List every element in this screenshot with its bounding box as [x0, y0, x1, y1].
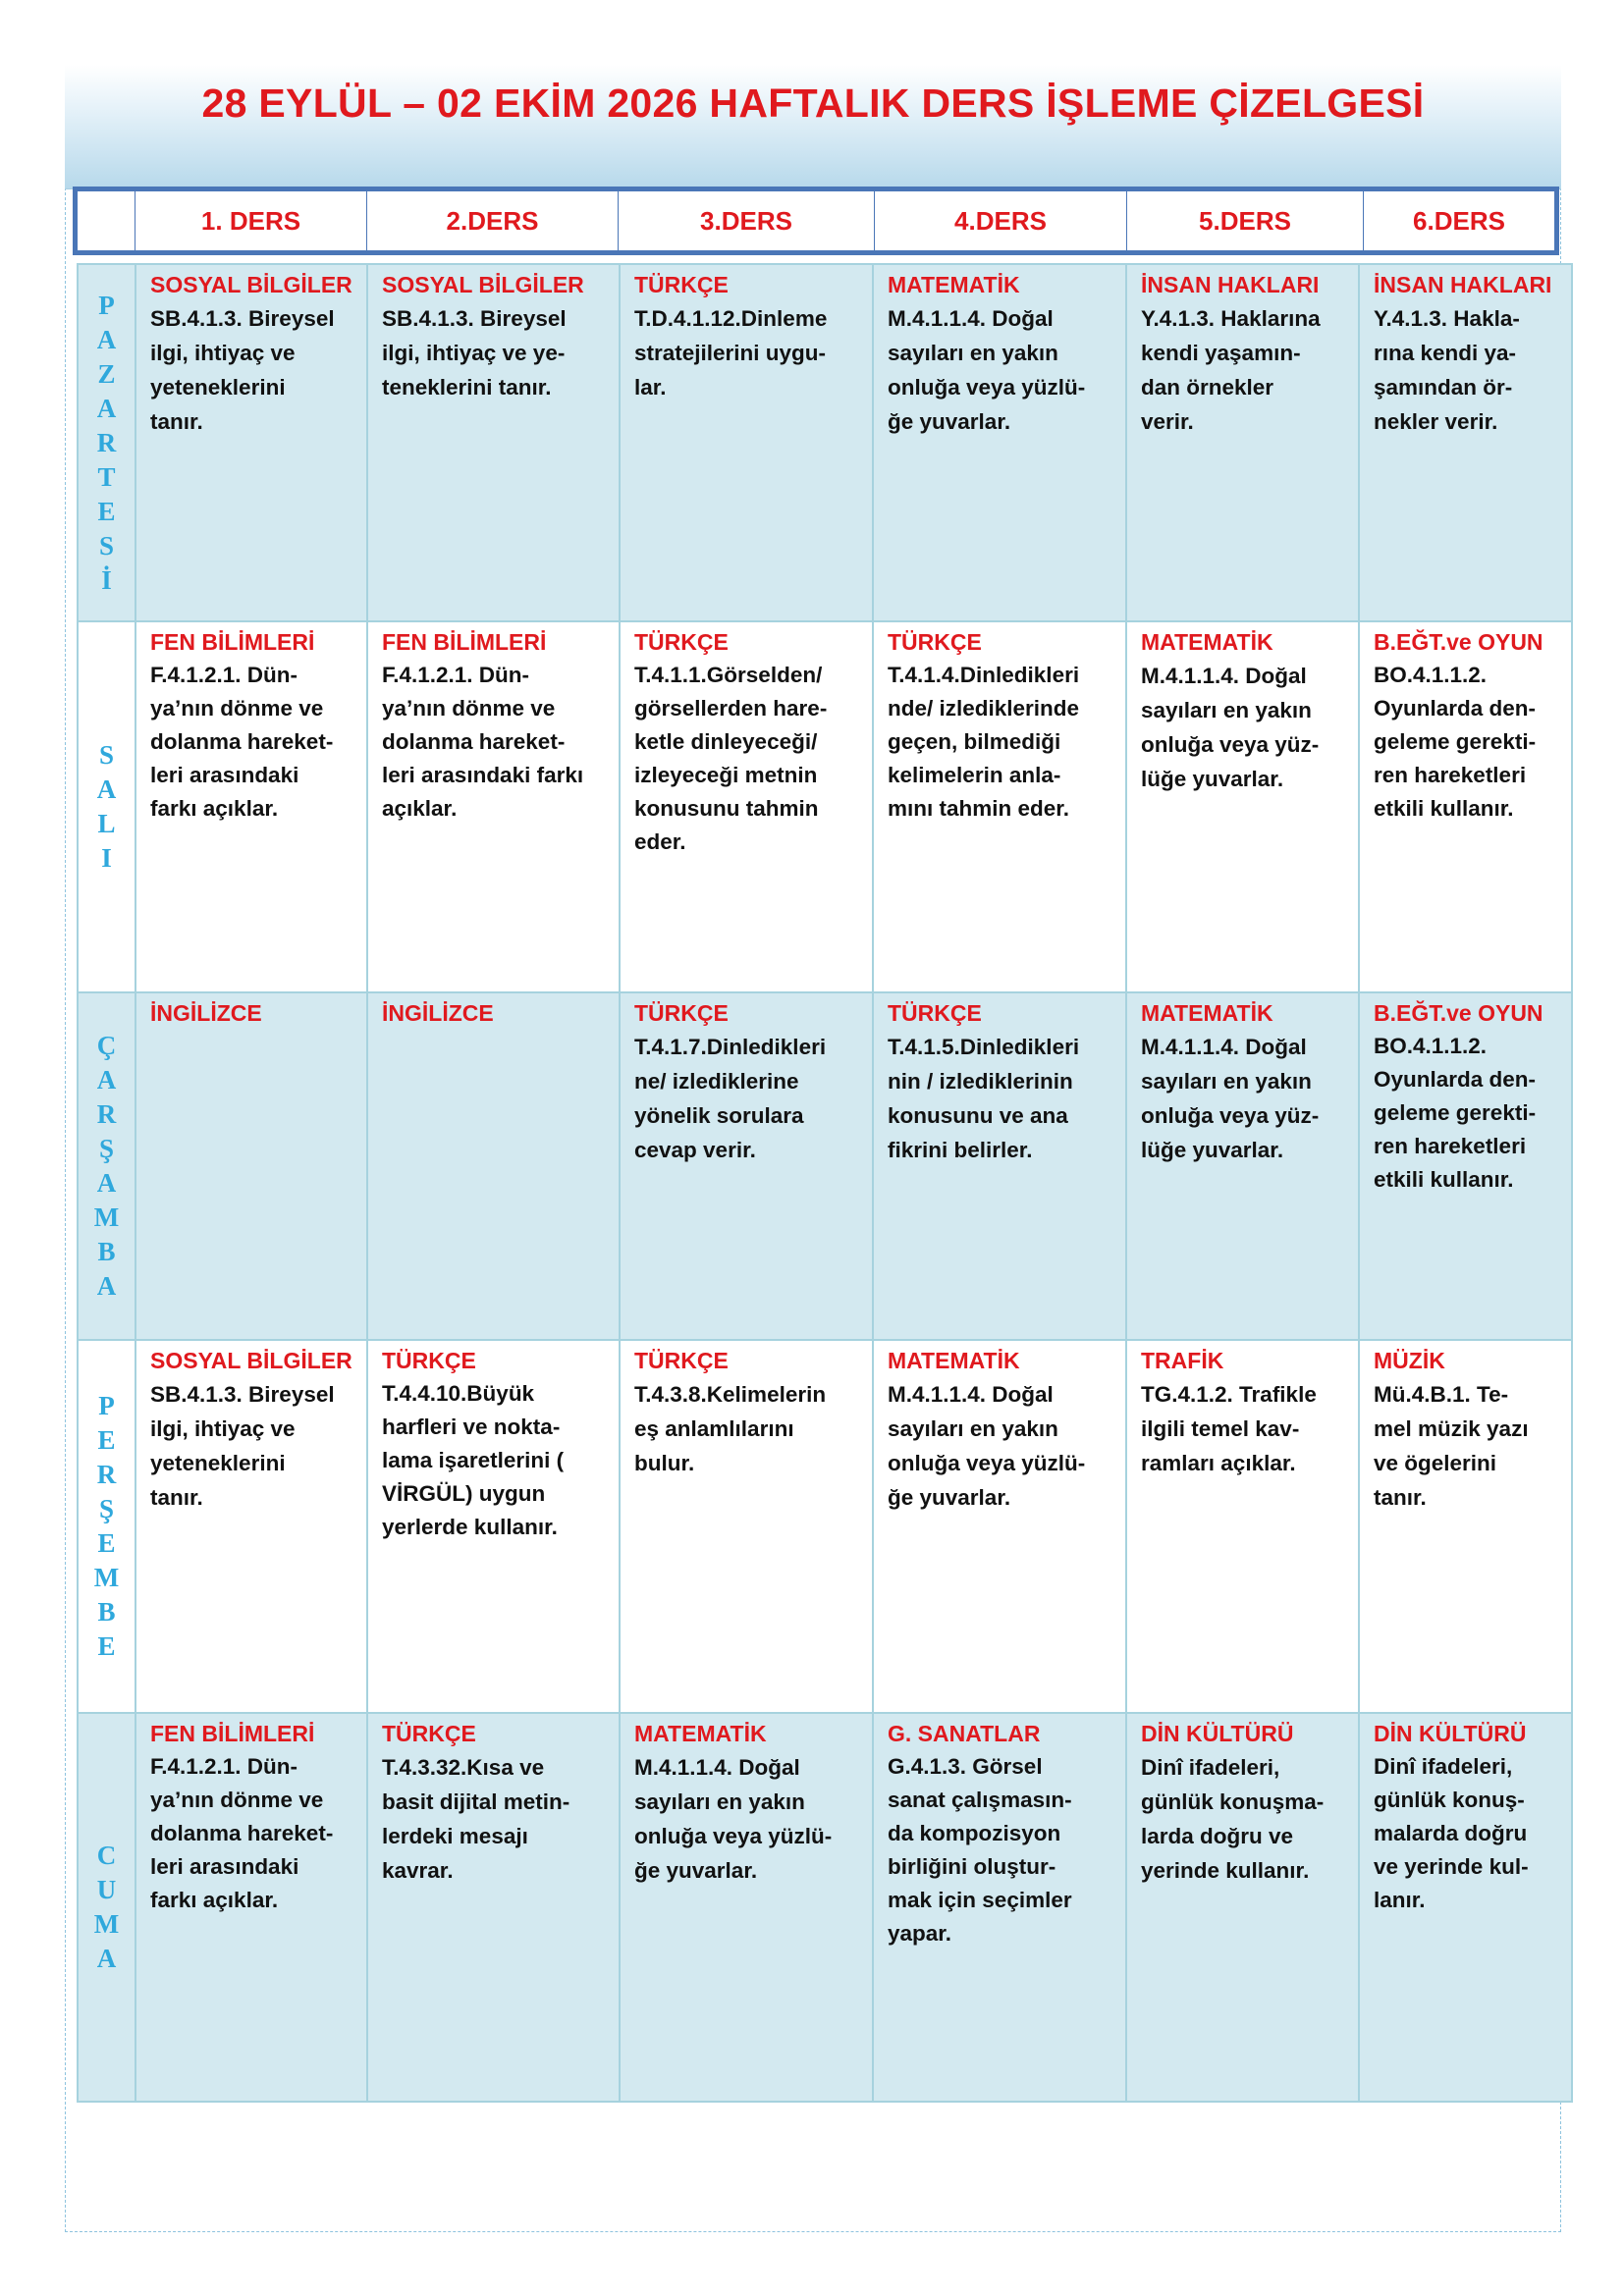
lesson-outcome-line: açıklar. — [382, 796, 458, 821]
lesson-cell — [367, 264, 620, 621]
day-letter: R — [96, 1460, 117, 1489]
lesson-outcome-line: onluğa veya yüz- — [1141, 1103, 1320, 1128]
header-lesson-4: 4.DERS — [874, 191, 1126, 250]
header-lesson-1: 1. DERS — [135, 191, 366, 250]
lesson-subject: İNSAN HAKLARI — [1374, 272, 1552, 297]
lesson-outcome-line: TG.4.1.2. Trafikle — [1141, 1382, 1317, 1407]
lesson-outcome-line: ğe yuvarlar. — [634, 1858, 758, 1883]
lesson-subject: FEN BİLİMLERİ — [382, 629, 547, 655]
lesson-outcome-line: dolanma hareket- — [382, 729, 566, 754]
lesson-outcome-line: ne/ izlediklerine — [634, 1069, 799, 1094]
lesson-cell — [135, 621, 367, 992]
lesson-outcome-line: lanır. — [1374, 1888, 1426, 1912]
lesson-outcome-line: eder. — [634, 829, 686, 854]
table-row — [78, 264, 1572, 621]
day-letters — [79, 1839, 135, 1976]
day-letters — [79, 289, 135, 598]
lesson-outcome-line: M.4.1.1.4. Doğal — [888, 306, 1054, 331]
schedule-table — [77, 263, 1573, 2103]
lesson-outcome-line: sayıları en yakın — [888, 1416, 1058, 1441]
lesson-outcome-line: Mü.4.B.1. Te- — [1374, 1382, 1509, 1407]
lesson-outcome-line: kendi yaşamın- — [1141, 341, 1301, 365]
day-letter: P — [98, 1391, 115, 1420]
lesson-cell — [1126, 1713, 1359, 2102]
lesson-cell — [620, 1713, 873, 2102]
day-letter: I — [101, 843, 112, 873]
day-letter: E — [97, 496, 116, 526]
day-letter: İ — [101, 564, 112, 595]
lesson-outcome-line: da kompozisyon — [888, 1821, 1061, 1845]
lesson-outcome-line: tanır. — [150, 409, 203, 434]
lesson-outcome-line: leri arasındaki — [150, 1854, 299, 1879]
day-letter: U — [96, 1875, 117, 1904]
lesson-outcome-line: T.4.1.1.Görselden/ — [634, 663, 823, 687]
lesson-outcome-line: lüğe yuvarlar. — [1141, 767, 1284, 791]
header-lesson-2: 2.DERS — [366, 191, 618, 250]
lesson-outcome-line: onluğa veya yüz- — [1141, 732, 1320, 757]
lesson-cell — [367, 992, 620, 1340]
lesson-subject: SOSYAL BİLGİLER — [150, 1348, 352, 1373]
page-title: 28 EYLÜL – 02 EKİM 2026 HAFTALIK DERS İŞLEME ÇİZELGESİ — [201, 80, 1425, 126]
lesson-outcome-line: rına kendi ya- — [1374, 341, 1517, 365]
lesson-outcome-line: lerdeki mesajı — [382, 1824, 528, 1848]
lesson-outcome-line: konusunu ve ana — [888, 1103, 1068, 1128]
lesson-outcome-line: farkı açıklar. — [150, 796, 279, 821]
lesson-subject: İNSAN HAKLARI — [1141, 272, 1320, 297]
table-row — [78, 1340, 1572, 1713]
lesson-cell — [367, 621, 620, 992]
lesson-outcome-line: günlük konuşma- — [1141, 1789, 1325, 1814]
lesson-subject: B.EĞT.ve OYUN — [1374, 629, 1543, 655]
lesson-outcome-line: konusunu tahmin — [634, 796, 819, 821]
day-label — [78, 621, 135, 992]
lesson-outcome-line: ya’nın dönme ve — [150, 1788, 324, 1812]
lesson-outcome-line: nin / izlediklerinin — [888, 1069, 1073, 1094]
day-letters — [79, 1389, 135, 1664]
lesson-outcome-line: ramları açıklar. — [1141, 1451, 1296, 1475]
day-letter: A — [96, 774, 117, 804]
lesson-outcome-line: ilgi, ihtiyaç ve — [150, 1416, 296, 1441]
lesson-outcome-line: şamından ör- — [1374, 375, 1513, 400]
lesson-subject: TÜRKÇE — [634, 1348, 729, 1373]
lesson-outcome-line: fikrini belirler. — [888, 1138, 1033, 1162]
lesson-outcome-line: verir. — [1141, 409, 1194, 434]
lesson-cell — [620, 264, 873, 621]
lesson-outcome-line: leri arasındaki — [150, 763, 299, 787]
lesson-outcome-line: T.4.1.4.Dinledikleri — [888, 663, 1080, 687]
lesson-outcome-line: etkili kullanır. — [1374, 796, 1514, 821]
lesson-outcome-line: yeteneklerini — [150, 375, 286, 400]
lesson-outcome-line: kelimelerin anla- — [888, 763, 1061, 787]
lesson-subject: MATEMATİK — [888, 272, 1020, 297]
lesson-outcome-line: harfleri ve nokta- — [382, 1415, 561, 1439]
lesson-outcome-line: eş anlamlılarını — [634, 1416, 794, 1441]
lesson-outcome-line: ğe yuvarlar. — [888, 409, 1011, 434]
lesson-subject: B.EĞT.ve OYUN — [1374, 1000, 1543, 1026]
day-letter: T — [97, 461, 116, 492]
day-letter: S — [98, 530, 115, 561]
day-letters — [79, 1029, 135, 1304]
lesson-outcome-line: yeteneklerini — [150, 1451, 286, 1475]
table-row — [78, 621, 1572, 992]
lesson-outcome-line: izleyeceği metnin — [634, 763, 818, 787]
lesson-outcome-line: malarda doğru — [1374, 1821, 1528, 1845]
lesson-cell — [873, 264, 1126, 621]
lesson-cell — [873, 992, 1126, 1340]
day-label — [78, 264, 135, 621]
day-letter: R — [96, 427, 117, 457]
lesson-outcome-line: Oyunlarda den- — [1374, 696, 1537, 721]
lesson-outcome-line: birliğini oluştur- — [888, 1854, 1056, 1879]
day-letter: P — [98, 290, 115, 320]
lesson-outcome-line: dolanma hareket- — [150, 1821, 334, 1845]
lesson-outcome-line: tanır. — [1374, 1485, 1427, 1510]
lesson-outcome-line: T.4.3.32.Kısa ve — [382, 1755, 545, 1780]
lesson-outcome-line: lama işaretlerini ( — [382, 1448, 565, 1472]
day-letter: A — [96, 393, 117, 423]
lesson-cell — [1126, 621, 1359, 992]
lesson-outcome-line: dolanma hareket- — [150, 729, 334, 754]
lesson-outcome-line: lar. — [634, 375, 667, 400]
lesson-cell — [1126, 264, 1359, 621]
lesson-outcome-line: SB.4.1.3. Bireysel — [150, 1382, 335, 1407]
lesson-subject: DİN KÜLTÜRÜ — [1141, 1721, 1294, 1746]
lesson-outcome-line: sayıları en yakın — [1141, 1069, 1312, 1094]
lesson-cell — [135, 264, 367, 621]
lesson-subject: SOSYAL BİLGİLER — [150, 272, 352, 297]
lesson-cell — [1359, 992, 1572, 1340]
lesson-outcome-line: T.4.4.10.Büyük — [382, 1381, 535, 1406]
lesson-outcome-line: ya’nın dönme ve — [382, 696, 556, 721]
lesson-outcome-line: onluğa veya yüzlü- — [888, 375, 1086, 400]
day-label — [78, 992, 135, 1340]
lesson-outcome-line: bulur. — [634, 1451, 695, 1475]
lesson-outcome-line: onluğa veya yüzlü- — [888, 1451, 1086, 1475]
day-letters — [79, 738, 135, 876]
lesson-outcome-line: T.D.4.1.12.Dinleme — [634, 306, 828, 331]
lesson-outcome-line: mel müzik yazı — [1374, 1416, 1529, 1441]
lesson-outcome-line: Dinî ifadeleri, — [1141, 1755, 1280, 1780]
lesson-outcome-line: görsellerden hare- — [634, 696, 828, 721]
lesson-outcome-line: mını tahmin eder. — [888, 796, 1070, 821]
lesson-subject: MATEMATİK — [1141, 1000, 1273, 1026]
lesson-subject: TÜRKÇE — [382, 1348, 476, 1373]
day-letter: B — [97, 1597, 116, 1627]
lesson-outcome-line: ren hareketleri — [1374, 1134, 1527, 1158]
day-letter: M — [93, 1202, 120, 1232]
header-corner — [78, 191, 135, 250]
lesson-outcome-line: larda doğru ve — [1141, 1824, 1294, 1848]
table-row — [78, 1713, 1572, 2102]
lesson-outcome-line: lüğe yuvarlar. — [1141, 1138, 1284, 1162]
lesson-subject: DİN KÜLTÜRÜ — [1374, 1721, 1527, 1746]
lesson-outcome-line: yapar. — [888, 1921, 952, 1946]
lesson-outcome-line: M.4.1.1.4. Doğal — [888, 1382, 1054, 1407]
lesson-outcome-line: BO.4.1.1.2. — [1374, 663, 1488, 687]
day-letter: Ş — [98, 1134, 115, 1163]
lesson-outcome-line: ve ögelerini — [1374, 1451, 1497, 1475]
lesson-cell — [135, 992, 367, 1340]
lesson-outcome-line: SB.4.1.3. Bireysel — [150, 306, 335, 331]
lesson-outcome-line: sayıları en yakın — [888, 341, 1058, 365]
lesson-subject: MATEMATİK — [888, 1348, 1020, 1373]
lesson-outcome-line: M.4.1.1.4. Doğal — [634, 1755, 800, 1780]
day-letter: A — [96, 1168, 117, 1198]
header-lesson-3: 3.DERS — [618, 191, 874, 250]
lesson-outcome-line: günlük konuş- — [1374, 1788, 1525, 1812]
lesson-outcome-line: Y.4.1.3. Haklarına — [1141, 306, 1321, 331]
lesson-outcome-line: ren hareketleri — [1374, 763, 1527, 787]
lesson-outcome-line: yerlerde kullanır. — [382, 1515, 558, 1539]
lesson-subject: MATEMATİK — [634, 1721, 767, 1746]
lesson-subject: TÜRKÇE — [888, 629, 982, 655]
lesson-outcome-line: yönelik sorulara — [634, 1103, 804, 1128]
lesson-outcome-line: SB.4.1.3. Bireysel — [382, 306, 567, 331]
day-letter: Ş — [98, 1494, 115, 1523]
lesson-outcome-line: T.4.1.7.Dinledikleri — [634, 1035, 827, 1059]
lesson-cell — [620, 1340, 873, 1713]
lesson-cell — [1126, 992, 1359, 1340]
lesson-cell — [1359, 621, 1572, 992]
lesson-subject: MÜZİK — [1374, 1348, 1445, 1373]
lesson-outcome-line: sanat çalışmasın- — [888, 1788, 1072, 1812]
lesson-outcome-line: T.4.3.8.Kelimelerin — [634, 1382, 827, 1407]
lesson-subject: FEN BİLİMLERİ — [150, 629, 315, 655]
lesson-subject: TÜRKÇE — [634, 1000, 729, 1026]
header-lesson-6: 6.DERS — [1363, 191, 1554, 250]
lesson-outcome-line: tanır. — [150, 1485, 203, 1510]
lesson-cell — [1359, 1340, 1572, 1713]
lesson-outcome-line: Y.4.1.3. Hakla- — [1374, 306, 1520, 331]
lesson-cell — [873, 1340, 1126, 1713]
lesson-cell — [135, 1713, 367, 2102]
day-letter: A — [96, 324, 117, 354]
lesson-outcome-line: Dinî ifadeleri, — [1374, 1754, 1513, 1779]
lesson-outcome-line: ilgi, ihtiyaç ve ye- — [382, 341, 566, 365]
table-row — [78, 992, 1572, 1340]
lesson-outcome-line: BO.4.1.1.2. — [1374, 1034, 1488, 1058]
lesson-outcome-line: mak için seçimler — [888, 1888, 1072, 1912]
lesson-cell — [620, 621, 873, 992]
lesson-outcome-line: ketle dinleyeceği/ — [634, 729, 818, 754]
lesson-outcome-line: geleme gerekti- — [1374, 1100, 1537, 1125]
lesson-outcome-line: etkili kullanır. — [1374, 1167, 1514, 1192]
lesson-outcome-line: nde/ izlediklerinde — [888, 696, 1080, 721]
lesson-outcome-line: T.4.1.5.Dinledikleri — [888, 1035, 1080, 1059]
day-letter: A — [96, 1271, 117, 1301]
lesson-outcome-line: M.4.1.1.4. Doğal — [1141, 1035, 1307, 1059]
lesson-outcome-line: yerinde kullanır. — [1141, 1858, 1310, 1883]
lesson-outcome-line: ya’nın dönme ve — [150, 696, 324, 721]
lesson-subject: G. SANATLAR — [888, 1721, 1041, 1746]
day-letter: E — [97, 1631, 116, 1661]
lesson-outcome-line: stratejilerini uygu- — [634, 341, 827, 365]
day-letter: Ç — [96, 1031, 117, 1060]
lesson-cell — [1359, 264, 1572, 621]
lesson-outcome-line: F.4.1.2.1. Dün- — [150, 663, 298, 687]
lesson-outcome-line: cevap verir. — [634, 1138, 756, 1162]
lesson-cell — [367, 1340, 620, 1713]
day-letter: C — [96, 1841, 117, 1870]
day-letter: M — [93, 1563, 120, 1592]
day-label — [78, 1340, 135, 1713]
lesson-cell — [135, 1340, 367, 1713]
lesson-outcome-line: ğe yuvarlar. — [888, 1485, 1011, 1510]
day-letter: M — [93, 1909, 120, 1939]
lesson-cell — [620, 992, 873, 1340]
lesson-outcome-line: M.4.1.1.4. Doğal — [1141, 664, 1307, 688]
day-letter: E — [97, 1528, 116, 1558]
lesson-cell — [1126, 1340, 1359, 1713]
lesson-subject: MATEMATİK — [1141, 629, 1273, 655]
lesson-outcome-line: geleme gerekti- — [1374, 729, 1537, 754]
lesson-outcome-line: F.4.1.2.1. Dün- — [150, 1754, 298, 1779]
lesson-subject: TÜRKÇE — [634, 272, 729, 297]
lesson-subject: TÜRKÇE — [382, 1721, 476, 1746]
day-letter: B — [97, 1237, 116, 1266]
lesson-cell — [367, 1713, 620, 2102]
lesson-outcome-line: Oyunlarda den- — [1374, 1067, 1537, 1092]
day-letter: S — [98, 740, 115, 770]
lesson-subject: İNGİLİZCE — [150, 1000, 262, 1026]
lesson-subject: İNGİLİZCE — [382, 1000, 494, 1026]
lesson-outcome-line: ve yerinde kul- — [1374, 1854, 1529, 1879]
day-letter: L — [97, 809, 116, 838]
lesson-outcome-line: ilgili temel kav- — [1141, 1416, 1300, 1441]
lesson-outcome-line: F.4.1.2.1. Dün- — [382, 663, 530, 687]
header-lesson-5: 5.DERS — [1126, 191, 1363, 250]
lesson-outcome-line: geçen, bilmediği — [888, 729, 1061, 754]
lesson-outcome-line: sayıları en yakın — [1141, 698, 1312, 722]
day-letter: E — [97, 1425, 116, 1455]
day-letter: A — [96, 1065, 117, 1095]
lesson-cell — [1359, 1713, 1572, 2102]
lesson-cell — [873, 1713, 1126, 2102]
day-letter: Z — [97, 358, 116, 389]
lesson-outcome-line: VİRGÜL) uygun — [382, 1481, 546, 1506]
lesson-outcome-line: kavrar. — [382, 1858, 454, 1883]
lesson-outcome-line: dan örnekler — [1141, 375, 1274, 400]
lesson-outcome-line: G.4.1.3. Görsel — [888, 1754, 1043, 1779]
lesson-subject: TÜRKÇE — [634, 629, 729, 655]
lesson-outcome-line: ilgi, ihtiyaç ve — [150, 341, 296, 365]
lesson-outcome-line: sayıları en yakın — [634, 1789, 805, 1814]
lesson-outcome-line: nekler verir. — [1374, 409, 1498, 434]
lesson-outcome-line: leri arasındaki farkı — [382, 763, 584, 787]
lesson-subject: FEN BİLİMLERİ — [150, 1721, 315, 1746]
lesson-outcome-line: onluğa veya yüzlü- — [634, 1824, 833, 1848]
lesson-outcome-line: farkı açıklar. — [150, 1888, 279, 1912]
lesson-subject: TRAFİK — [1141, 1348, 1224, 1373]
day-letter: R — [96, 1099, 117, 1129]
lesson-subject: SOSYAL BİLGİLER — [382, 272, 584, 297]
day-label — [78, 1713, 135, 2102]
lesson-outcome-line: basit dijital metin- — [382, 1789, 570, 1814]
lesson-cell — [873, 621, 1126, 992]
day-letter: A — [96, 1944, 117, 1973]
lesson-outcome-line: teneklerini tanır. — [382, 375, 552, 400]
header-row — [73, 187, 1559, 255]
lesson-subject: TÜRKÇE — [888, 1000, 982, 1026]
